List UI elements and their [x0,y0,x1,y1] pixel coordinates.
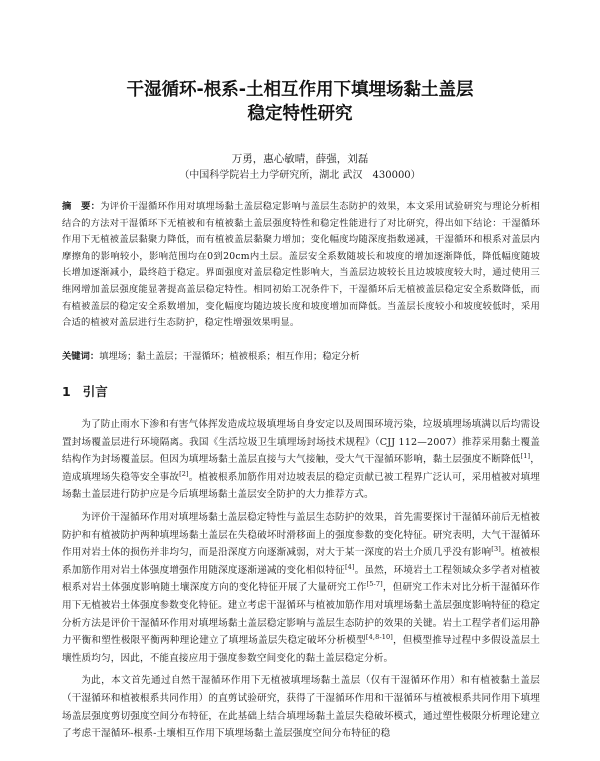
p2-text-e: ，但模型推导过程中多假设盖层土壤性质均匀，因此，不能直接应用于强度参数空间变化的黏土盖层稳定分析。 [62,635,541,664]
abstract [62,199,540,332]
p1-text-b: ，造成填埋场失稳等安全事故 [62,454,540,483]
section-heading [62,383,108,401]
section-number: 1 [62,384,71,399]
body-text [62,416,540,748]
p2-text-a: 为评价干湿循环作用对填埋场黏土盖层稳定特性与盖层生态防护的效果，首先需要探讨干湿循环前后无植被防护和有植被防护两种填埋场黏土盖层在失稳破坏时滑移面上的强度参数的变化特征。研究表明，大气干湿循环作用对岩土体的损伤并非均匀，而是沿深度方向逐渐减弱，对大于某一深度的岩土介质几乎没有影响 [62,511,540,559]
keywords [62,349,540,365]
keywords-label: 关键词： [62,351,100,362]
paragraph-3: 为此，本文首先通过自然干湿循环作用下无植被填埋场黏土盖层（仅有干湿循环作用）和有植被黏土盖层（干湿循环和植被根系共同作用）的直剪试验研究，获得了干湿循环作用和干湿循环与植被根系共同作用下填埋场盖层强度剪切强度空间分布特征，在此基础上结合填埋场黏土盖层失稳破坏模式，通过塑性极限分析理论建立了考虑干湿循环-根系-土壤相互作用下填埋场黏土盖层强度空间分布特征的稳 [62,675,540,740]
authors: 万勇，惠心敏晴，薛强，刘磊 [231,153,369,165]
citation: [4] [344,562,355,571]
citation: [5-7] [366,580,383,589]
paper-title-line-2: 稳定特性研究 [247,104,353,124]
abstract-label: 摘 要： [62,201,101,212]
paper-title-line-1: 干湿循环-根系-土相互作用下填埋场黏土盖层 [126,80,474,100]
affiliation: （中国科学院岩土力学研究所，湖北 武汉 430000） [179,170,421,181]
citation: [3] [491,544,501,553]
section-title: 引言 [82,384,108,399]
keywords-text: 填埋场；黏土盖层；干湿循环；植被根系；相互作用；稳定分析 [99,351,360,362]
p1-text-c: 。植被根系加筋作用对边坡表层的稳定贡献已被工程界广泛认可，采用植被对填埋场黏土盖层进行防护应是今后填埋场黏土盖层安全防护的大力推荐方式。 [62,471,540,501]
paragraph-2 [62,509,540,667]
abstract-text: 为评价干湿循环作用对填埋场黏土盖层稳定影响与盖层生态防护的效果，本文采用试验研究与理论分析相结合的方法对干湿循环下无植被和有植被黏土盖层强度特性和稳定性能进行了对比研究，得出如下结论：干湿循环作用下无植被盖层黏聚力降低，而有植被盖层黏聚力增加；变化幅度均随深度指数递减，干湿循环和根系对盖层内摩擦角的影响较小，影响范围均在0到20cm内土层。盖层安全系数随坡长和坡度的增加逐渐降低，降低幅度随坡长增加逐渐减小，最终趋于稳定。界面强度对盖层稳定性影响大，当盖层边坡较长且边坡坡度较大时，通过使用三维网增加盖层强度能显著提高盖层稳定特性。相同初始工况条件下，干湿循环后无植被盖层稳定安全系数降低，而有植被盖层的稳定安全系数增加，变化幅度均随边坡长度和坡度增加而降低。当盖层长度较小和坡度较低时，采用合适的植被对盖层进行生态防护，稳定性增强效果明显。 [62,201,540,329]
p2-text-b: 。植被根系加筋作用对岩土体强度增强作用随深度逐渐递减的变化相似特征 [62,547,540,576]
citation: [1] [520,452,531,460]
p2-text-c: 。虽然，环境岩土工程领域众多学者对植被根系对岩土体强度影响随土壤深度方向的变化特征开展了大量研究工作 [62,564,540,594]
p1-text-a: 为了防止雨水下渗和有害气体挥发造成垃圾填埋场自身安定以及周围环境污染，垃圾填埋场填满以后均需设置封场覆盖层进行环境隔离。我国《生活垃圾卫生填埋场封场技术规程》（CJJ 112—2007）推荐采用黏土覆盖结构作为封场覆盖层。但因为填埋场黏土盖层直接与大气接触，受大气干湿循环影响，黏土层强度不断降低 [62,419,540,466]
p2-text-d: ，但研究工作未对比分析干湿循环作用下无植被岩土体强度参数变化特征。建立考虑干湿循环与植被加筋作用对填埋场黏土盖层强度影响特征的稳定分析方法是评价干湿循环作用对填埋场黏土盖层稳定影响与盖层生态防护的效果的关键。岩土工程学者们运用静力平衡和塑性极限平衡两种理论建立了填埋场盖层失稳定破坏分析模型 [62,582,540,647]
citation: [2] [179,469,189,478]
paragraph-1 [62,416,540,504]
citation: [4,8-10] [365,632,393,641]
